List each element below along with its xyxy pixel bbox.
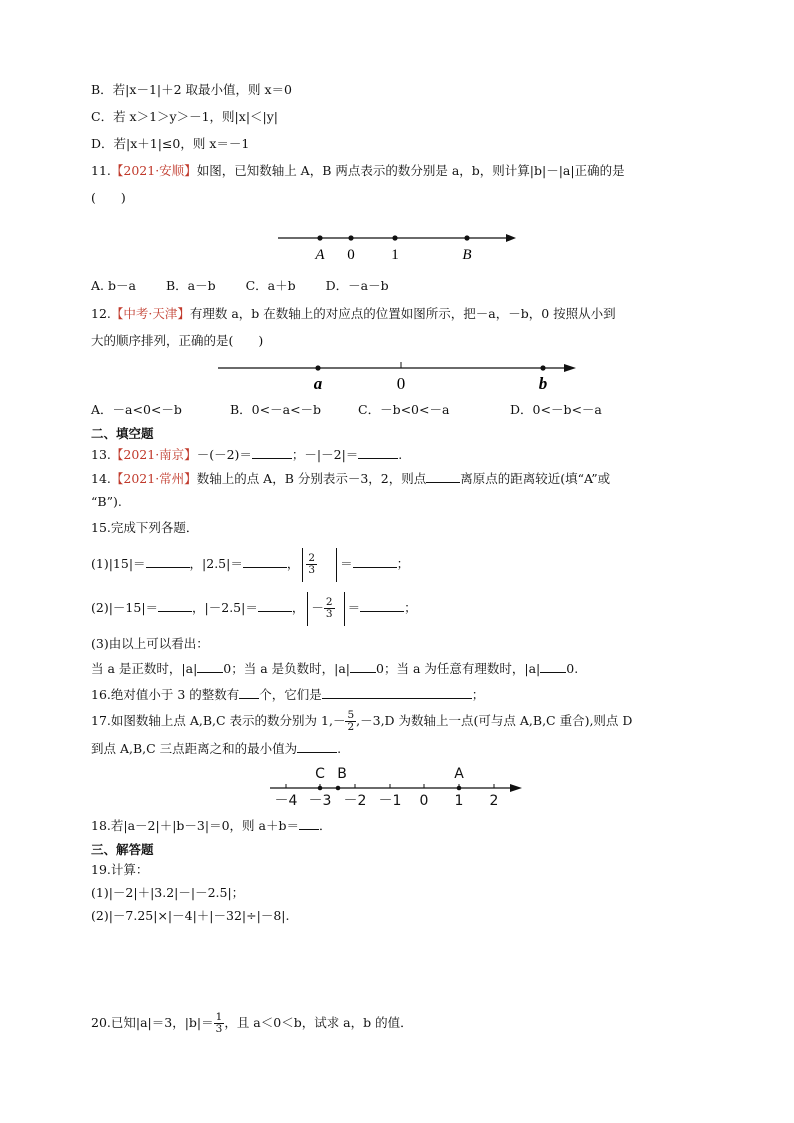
q17-tick-label-2: 2 [489, 793, 499, 808]
section-fill-in: 二、填空题 [91, 426, 154, 441]
q17-point-b [336, 786, 341, 791]
q12-label-a: a [313, 374, 323, 393]
q13-part2: ；－|－2|＝ [291, 447, 359, 462]
q15-r2-d: ＝ [347, 600, 361, 615]
q15-r4-d: 0. [566, 661, 579, 676]
q15-r4-b: 0；当 a 是负数时，|a| [223, 661, 351, 676]
q17-line2-end: . [337, 741, 342, 756]
q14-line2: “B”). [91, 494, 122, 509]
q17-point-a [457, 786, 462, 791]
q16-part1: 16.绝对值小于 3 的整数有 [91, 687, 240, 702]
q12-option-b: B．0<－a<－b [230, 402, 322, 417]
q11-paren: ( ) [91, 190, 126, 205]
q15-r1-d: ＝ [340, 556, 353, 571]
q15-r2-abs-right [344, 592, 345, 626]
q11-number: 11. [91, 163, 111, 178]
q17-tick-label-neg3: －3 [308, 793, 332, 808]
q17-tick-label-neg4: －4 [274, 793, 298, 808]
q15-r1-abs-right [336, 548, 337, 582]
q18-blank[interactable] [299, 817, 319, 830]
q12-label-0: 0 [396, 374, 406, 393]
q15-row-2 [91, 590, 417, 626]
q17-label-a: A [454, 766, 464, 782]
q18-part2: ． [318, 818, 332, 833]
q15-r4-blank-1[interactable] [197, 660, 223, 673]
q15-r1-blank-2[interactable] [243, 555, 287, 568]
q14-part2: 离原点的距离较近(填“A”或 [460, 471, 611, 486]
q13-blank-2[interactable] [358, 446, 398, 459]
q15-r1-a: (1)|15|＝ [91, 556, 146, 571]
q12-text-line2: 大的顺序排列，正确的是( ) [91, 333, 264, 348]
q15-r2-a: (2)|－15|＝ [91, 600, 159, 615]
q15-r2-c: ， [291, 600, 305, 615]
q11-axis-arrow [506, 234, 516, 242]
q17-part2: ,－3,D 为数轴上一点(可与点 A,B,C 重合),则点 D [356, 713, 633, 728]
q17-fraction [345, 710, 356, 733]
q11-option-b: B．a－b [165, 278, 216, 293]
q17-label-c: C [315, 766, 325, 782]
q20-part2: ，且 a＜0＜b，试求 a，b 的值． [224, 1015, 413, 1030]
q13 [91, 446, 402, 463]
q16-part2: 个，它们是 [259, 687, 322, 702]
q15-row-4 [91, 660, 578, 677]
q12-number-line [212, 356, 582, 396]
q15-r2-blank-1[interactable] [158, 599, 192, 612]
q15-r2-abs-left [307, 592, 308, 626]
q14-blank[interactable] [426, 470, 460, 483]
q17-part1: 17.如图数轴上点 A,B,C 表示的数分别为 1,－ [91, 713, 346, 728]
q17-line2-text: 到点 A,B,C 三点距离之和的最小值为 [91, 741, 298, 756]
q14-source-tag: 【2021·常州】 [110, 471, 197, 486]
q15-r2-blank-3[interactable] [360, 599, 404, 612]
q20-part1: 20.已知|a|＝3，|b|＝ [91, 1015, 214, 1030]
q12-point-a [315, 365, 320, 370]
q12-label-b: b [538, 374, 548, 393]
q16-part3: ； [471, 687, 485, 702]
q15-r1-denominator: 3 [308, 564, 316, 576]
q15-title: 15.完成下列各题． [91, 520, 199, 535]
q13-number: 13. [91, 447, 111, 462]
q11-point-a [317, 235, 322, 240]
q20-fraction [214, 1012, 225, 1035]
q16 [91, 686, 484, 703]
q20-numerator: 1 [215, 1011, 223, 1023]
q15-r1-blank-1[interactable] [146, 555, 190, 568]
q12-option-c: C．－b<0<－a [358, 402, 450, 417]
q15-r1-c: ， [286, 556, 300, 571]
q17-tick-label-0: 0 [419, 793, 429, 808]
q11-option-c: C．a＋b [245, 278, 296, 293]
q17-label-b: B [337, 766, 347, 782]
q17-tick-label-1: 1 [454, 793, 464, 808]
q14-part1: 数轴上的点 A，B 分别表示－3，2，则点 [196, 471, 427, 486]
q15-r4-blank-3[interactable] [540, 660, 566, 673]
q15-r2-b: ，|－2.5|＝ [192, 600, 258, 615]
q16-blank-2[interactable] [322, 686, 472, 699]
q11-stem [91, 163, 625, 179]
q15-row-1 [91, 546, 409, 582]
q19-part-2: (2)|－7.25|×|－4|＋|－32|÷|－8|. [91, 908, 290, 923]
q17 [91, 708, 632, 734]
q11-label-a: A [315, 247, 325, 263]
q13-source-tag: 【2021·南京】 [110, 447, 197, 462]
q12-option-d: D．0<－b<－a [510, 402, 602, 417]
q13-part3: . [398, 447, 403, 462]
q10-option-c: C．若 x＞1＞y＞－1，则|x|＜|y| [91, 109, 279, 124]
q12-stem [91, 306, 616, 322]
q12-axis-arrow [564, 364, 576, 372]
q15-r2-numerator: 2 [325, 596, 333, 608]
q19-title: 19.计算： [91, 862, 149, 877]
q11-label-1: 1 [391, 247, 399, 263]
q12-text: 有理数 a，b 在数轴上的对应点的位置如图所示，把－a，－b，0 按照从小到 [189, 306, 616, 321]
q15-r4-a: 当 a 是正数时，|a| [91, 661, 198, 676]
q11-option-d: D．－a－b [325, 278, 389, 293]
q10-option-b: B．若|x－1|＋2 取最小值，则 x＝0 [91, 82, 293, 97]
q15-r2-blank-2[interactable] [258, 599, 292, 612]
q11-point-0 [348, 235, 353, 240]
q11-label-b: B [462, 247, 472, 263]
q11-text: 如图，已知数轴上 A，B 两点表示的数分别是 a，b，则计算|b|－|a|正确的是 [196, 163, 625, 178]
q15-r1-numerator: 2 [308, 552, 316, 564]
q12-source-tag: 【中考·天津】 [110, 306, 190, 321]
q18-part1: 18.若|a－2|＋|b－3|＝0，则 a＋b＝ [91, 818, 299, 833]
q13-part1: －(－2)＝ [196, 447, 252, 462]
q15-r2-sign: － [311, 600, 324, 615]
q12-option-a: A．－a<0<－b [91, 402, 182, 417]
q12-point-b [540, 365, 545, 370]
q12-number: 12. [91, 306, 111, 321]
q17-number-line [266, 762, 528, 808]
q15-r2-fraction [324, 597, 335, 620]
q11-point-b [464, 235, 469, 240]
q14-number: 14. [91, 471, 111, 486]
section-answer: 三、解答题 [91, 842, 154, 857]
q11-point-1 [392, 235, 397, 240]
q17-tick-label-neg2: －2 [343, 793, 367, 808]
q15-r1-fraction [306, 553, 317, 576]
q11-source-tag: 【2021·安顺】 [110, 163, 197, 178]
q13-blank-1[interactable] [252, 446, 292, 459]
q15-r4-c: 0；当 a 为任意有理数时，|a| [376, 661, 541, 676]
q15-r1-e: ； [396, 556, 410, 571]
q15-r1-b: ，|2.5|＝ [189, 556, 243, 571]
q11-option-a: A. b－a [91, 278, 136, 293]
q19-part-1: (1)|－2|＋|3.2|－|－2.5|； [91, 885, 245, 900]
q16-blank-1[interactable] [239, 686, 259, 699]
q15-r2-e: ； [404, 600, 417, 615]
q11-label-0: 0 [347, 247, 355, 263]
q11-options [91, 278, 389, 294]
q15-r4-blank-2[interactable] [350, 660, 376, 673]
q15-r2-denominator: 3 [325, 608, 333, 620]
q14 [91, 470, 610, 487]
q15-row-3: (3)由以上可以看出： [91, 636, 209, 651]
q17-denominator: 2 [347, 721, 355, 733]
q17-blank[interactable] [297, 740, 337, 753]
q17-axis-arrow [510, 784, 522, 792]
q17-point-c [318, 786, 323, 791]
q17-line2 [91, 740, 341, 757]
q11-number-line [270, 226, 530, 266]
q20-denominator: 3 [215, 1023, 223, 1035]
q10-option-d: D．若|x＋1|≤0，则 x＝－1 [91, 136, 250, 151]
q17-numerator: 5 [347, 709, 355, 721]
q15-r1-abs-left [302, 548, 303, 582]
q20 [91, 1010, 413, 1036]
q15-r1-blank-3[interactable] [353, 555, 397, 568]
q18 [91, 817, 331, 834]
q17-tick-label-neg1: －1 [378, 793, 402, 808]
